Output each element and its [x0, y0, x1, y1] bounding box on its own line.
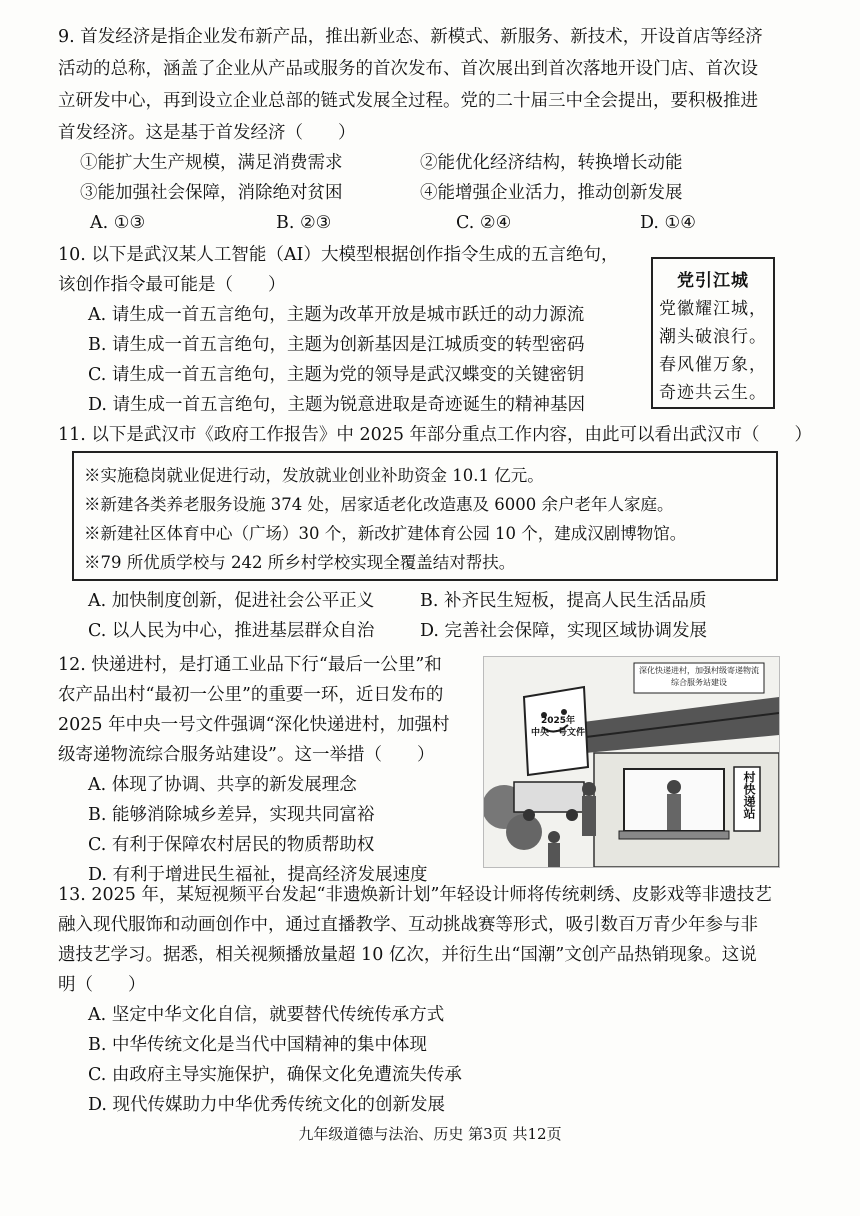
q10-option-a: A. 请生成一首五言绝句，主题为改革开放是城市跃迁的动力源流: [88, 305, 585, 325]
q9-stem-line-3: 立研发中心，再到设立企业总部的链式发展全过程。党的二十届三中全会提出，要积极推进: [58, 91, 758, 111]
q13-option-c: C. 由政府主导实施保护，确保文化免遭流失传承: [88, 1065, 462, 1085]
delivery-truck: [514, 782, 584, 812]
q13-option-b: B. 中华传统文化是当代中国精神的集中体现: [88, 1035, 427, 1055]
q9-choice-b: B. ②③: [276, 213, 332, 233]
q13-option-a: A. 坚定中华文化自信，就要替代传统传承方式: [88, 1005, 445, 1025]
q10-option-d: D. 请生成一首五言绝句，主题为锐意进取是奇迹诞生的精神基因: [88, 395, 586, 415]
q12-option-b: B. 能够消除城乡差异，实现共同富裕: [88, 805, 375, 825]
q12-option-d: D. 有利于增进民生福祉，提高经济发展速度: [88, 865, 428, 885]
q13-stem-line-1: 13. 2025 年，某短视频平台发起“非遗焕新计划”年轻设计师将传统刺绣、皮影戏等非遗技艺: [58, 885, 772, 905]
cartoon-doc-year: 2025年: [540, 716, 576, 726]
q12-stem-line-4: 级寄递物流综合服务站建设”。这一举措（ ）: [58, 745, 435, 765]
q13-stem-line-2: 融入现代服饰和动画创作中，通过直播教学、互动挑战赛等形式，吸引数百万青少年参与非: [58, 915, 758, 935]
q10-stem-line-2: 该创作指令最可能是（ ）: [58, 275, 286, 295]
poem-line-1: 党徽耀江城，: [659, 299, 767, 319]
poem-line-4: 奇迹共云生。: [659, 383, 767, 403]
q11-stem: 11. 以下是武汉市《政府工作报告》中 2025 年部分重点工作内容，由此可以看出武汉市（ ）: [58, 425, 813, 445]
q12-stem-line-2: 农产品出村“最初一公里”的重要一环，近日发布的: [58, 685, 444, 705]
villager-1: [582, 782, 596, 796]
q13-stem-line-3: 遗技艺学习。据悉，相关视频播放量超 10 亿次，并衍生出“国潮”文创产品热销现象。这说: [58, 945, 757, 965]
courier: [667, 780, 681, 794]
report-item-4: ※79 所优质学校与 242 所乡村学校实现全覆盖结对帮扶。: [84, 553, 516, 572]
cartoon-banner-text: 深化快递进村，加强村级寄递物流综合服务站建设: [639, 666, 759, 687]
q9-choice-a: A. ①③: [90, 213, 146, 233]
q13-stem-line-4: 明（ ）: [58, 975, 146, 995]
report-item-3: ※新建社区体育中心（广场）30 个，新改扩建体育公园 10 个，建成汉剧博物馆。: [84, 524, 687, 543]
express-village-cartoon: [483, 656, 780, 868]
report-box: [72, 451, 778, 581]
poem-box: [651, 257, 775, 409]
q11-option-a: A. 加快制度创新，促进社会公平正义: [88, 591, 375, 611]
q9-item-3: ③能加强社会保障，消除绝对贫困: [80, 183, 343, 203]
q9-stem-line-1: 9. 首发经济是指企业发布新产品，推出新业态、新模式、新服务、新技术，开设首店等经济: [58, 27, 763, 47]
q12-stem-line-1: 12. 快递进村，是打通工业品下行“最后一公里”和: [58, 655, 442, 675]
q10-option-c: C. 请生成一首五言绝句，主题为党的领导是武汉蝶变的关键密钥: [88, 365, 585, 385]
report-item-1: ※实施稳岗就业促进行动，发放就业创业补助资金 10.1 亿元。: [84, 466, 544, 485]
poem-title: 党引江城: [677, 271, 749, 291]
q9-choice-c: C. ②④: [456, 213, 512, 233]
q9-item-2: ②能优化经济结构，转换增长动能: [420, 153, 683, 173]
q13-option-d: D. 现代传媒助力中华优秀传统文化的创新发展: [88, 1095, 446, 1115]
poem-line-3: 春风催万象，: [659, 355, 767, 375]
cartoon-sign-text: 村快递站: [742, 771, 756, 819]
q12-stem-line-3: 2025 年中央一号文件强调“深化快递进村，加强村: [58, 715, 450, 735]
q11-option-b: B. 补齐民生短板，提高人民生活品质: [420, 591, 707, 611]
q10-stem-line-1: 10. 以下是武汉某人工智能（AI）大模型根据创作指令生成的五言绝句，: [58, 245, 619, 265]
q9-item-1: ①能扩大生产规模，满足消费需求: [80, 153, 343, 173]
q9-item-4: ④能增强企业活力，推动创新发展: [420, 183, 683, 203]
poem-line-2: 潮头破浪行。: [659, 327, 767, 347]
q10-option-b: B. 请生成一首五言绝句，主题为创新基因是江城质变的转型密码: [88, 335, 585, 355]
q12-option-a: A. 体现了协调、共享的新发展理念: [88, 775, 357, 795]
villager-2: [548, 831, 560, 843]
cartoon-doc-title: 中央一号文件: [530, 728, 585, 738]
q9-choice-d: D. ①④: [640, 213, 696, 233]
q9-stem-line-4: 首发经济。这是基于首发经济（ ）: [58, 123, 356, 143]
q9-stem-line-2: 活动的总称，涵盖了企业从产品或服务的首次发布、首次展出到首次落地开设门店、首次设: [58, 59, 758, 79]
q11-option-c: C. 以人民为中心，推进基层群众自治: [88, 621, 375, 641]
report-item-2: ※新建各类养老服务设施 374 处，居家适老化改造惠及 6000 余户老年人家庭。: [84, 495, 674, 514]
page-footer: 九年级道德与法治、历史 第3页 共12页: [298, 1125, 562, 1143]
q12-option-c: C. 有利于保障农村居民的物质帮助权: [88, 835, 375, 855]
q11-option-d: D. 完善社会保障，实现区域协调发展: [420, 621, 708, 641]
